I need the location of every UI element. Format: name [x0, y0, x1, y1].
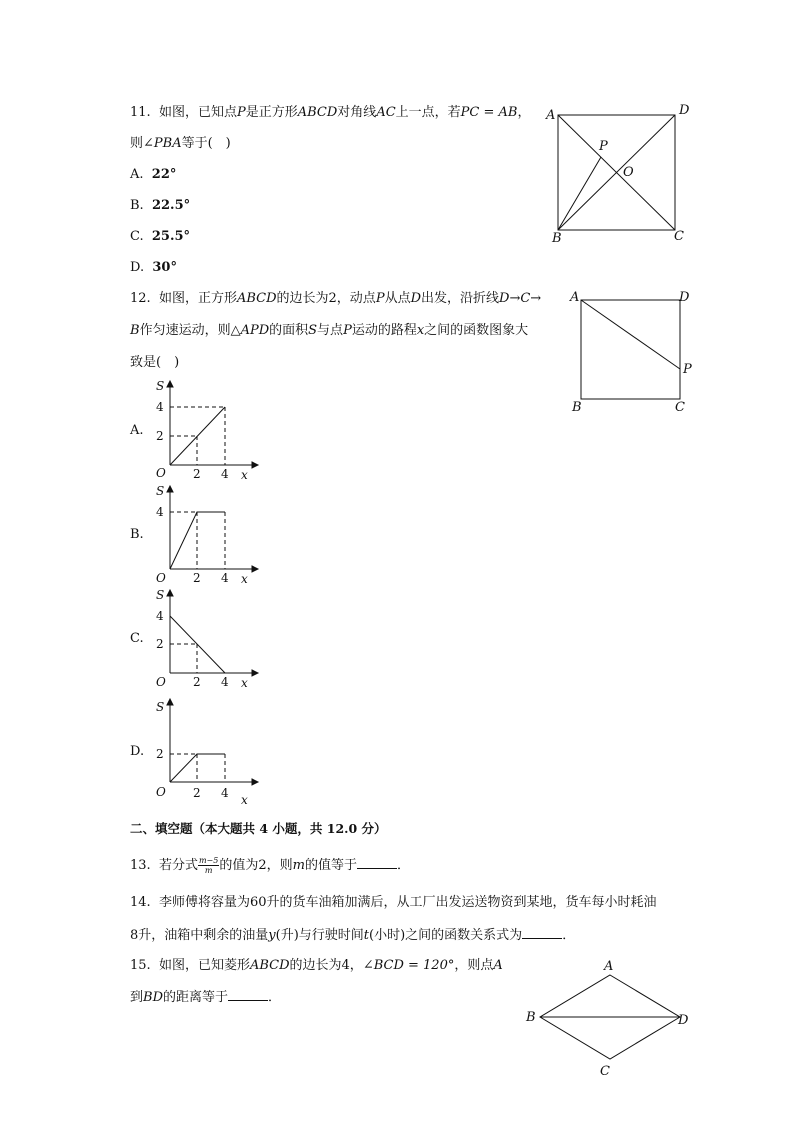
x-axis-arrow — [252, 462, 258, 468]
y-axis-arrow — [167, 486, 173, 492]
x-tick-4: 4 — [221, 467, 229, 481]
y-tick-2: 2 — [156, 637, 164, 651]
origin-label: O — [156, 466, 166, 480]
q12-option-d-graph[interactable] — [150, 698, 260, 810]
label-b: B — [526, 1010, 536, 1025]
q13-line: 13. 若分式 $\frac{m-5}{m}$ 的值为2，则m的值等于 ． — [130, 856, 410, 875]
label-b: B — [552, 231, 562, 246]
q12-option-c-graph[interactable] — [150, 584, 260, 694]
y-tick-4: 4 — [156, 609, 164, 623]
x-axis-arrow — [252, 670, 258, 676]
q11-option-c[interactable]: C. 25.5° — [130, 229, 191, 244]
label-a: A — [604, 959, 614, 974]
y-tick-2: 2 — [156, 429, 164, 443]
q12-option-a-label[interactable]: A. — [130, 423, 144, 438]
y-axis-arrow — [167, 381, 173, 387]
q12-line2: B作匀速运动，则△APD的面积S与点P运动的路程x之间的函数图象大 — [130, 323, 529, 338]
q11-option-a[interactable]: A. 22° — [130, 167, 177, 182]
q11-figure-square — [540, 100, 700, 250]
label-o: O — [623, 165, 634, 180]
section-heading: 二、填空题（本大题共 4 小题，共 12.0 分） — [130, 821, 387, 836]
q12-option-b-label[interactable]: B. — [130, 527, 144, 542]
q14-line1: 14. 李师傅将容量为60升的货车油箱加满后，从工厂出发运送物资到某地，货车每小时耗油 — [130, 895, 657, 910]
x-label: x — [241, 572, 248, 586]
y-axis-arrow — [167, 699, 173, 705]
origin-label: O — [156, 785, 166, 799]
x-axis-arrow — [252, 779, 258, 785]
q12-figure-square — [565, 287, 705, 417]
y-label: S — [156, 379, 165, 393]
y-label: S — [156, 588, 165, 602]
origin-label: O — [156, 675, 166, 689]
fraction: $\frac{m-5}{m}$ — [198, 856, 219, 875]
x-label: x — [241, 676, 248, 690]
label-c: C — [600, 1064, 610, 1079]
label-c: C — [674, 229, 684, 244]
y-axis-arrow — [167, 590, 173, 596]
label-p: P — [683, 362, 692, 377]
label-d: D — [678, 1013, 689, 1028]
q12-line1: 12. 如图，正方形ABCD的边长为2，动点P从点D出发，沿折线D→C→ — [130, 291, 542, 306]
x-tick-4: 4 — [221, 675, 229, 689]
segment-ap — [581, 300, 680, 369]
label-c: C — [675, 400, 685, 415]
x-label: x — [241, 793, 248, 807]
label-a: A — [570, 290, 580, 305]
square-abcd — [581, 300, 680, 399]
label-a: A — [546, 108, 556, 123]
label-p: P — [599, 139, 608, 154]
q12-option-d-label[interactable]: D. — [130, 744, 145, 759]
label-b: B — [572, 400, 582, 415]
x-tick-4: 4 — [221, 786, 229, 800]
label-d: D — [679, 290, 690, 305]
q12-option-b-graph[interactable] — [150, 480, 260, 590]
y-label: S — [156, 484, 165, 498]
answer-blank[interactable] — [228, 988, 268, 1001]
x-tick-4: 4 — [221, 571, 229, 585]
origin-label: O — [156, 571, 166, 585]
x-tick-2: 2 — [193, 467, 201, 481]
y-label: S — [156, 700, 165, 714]
q15-line2: 到BD的距离等于 ． — [130, 990, 282, 1005]
y-tick-4: 4 — [156, 400, 164, 414]
q12-option-c-label[interactable]: C. — [130, 631, 144, 646]
q11-line1: 11. 如图，已知点P是正方形ABCD对角线AC上一点，若PC = AB， — [130, 105, 531, 120]
x-label: x — [241, 468, 248, 482]
q12-option-a-graph[interactable] — [150, 375, 260, 485]
x-axis-arrow — [252, 566, 258, 572]
y-tick-2: 2 — [156, 747, 164, 761]
x-tick-2: 2 — [193, 786, 201, 800]
answer-blank[interactable] — [522, 926, 562, 939]
q14-line2: 8升，油箱中剩余的油量y(升)与行驶时间t(小时)之间的函数关系式为 ． — [130, 928, 576, 943]
q15-figure-rhombus — [520, 955, 700, 1080]
q15-line1: 15. 如图，已知菱形ABCD的边长为4，∠BCD = 120°，则点A — [130, 958, 503, 973]
y-tick-4: 4 — [156, 505, 164, 519]
q11-line2: 则∠PBA等于( ) — [130, 136, 231, 151]
q11-option-d[interactable]: D. 30° — [130, 260, 177, 275]
answer-blank[interactable] — [357, 856, 397, 869]
x-tick-2: 2 — [193, 571, 201, 585]
x-tick-2: 2 — [193, 675, 201, 689]
label-d: D — [679, 103, 690, 118]
q12-line3: 致是( ) — [130, 355, 180, 370]
q11-option-b[interactable]: B. 22.5° — [130, 198, 191, 213]
